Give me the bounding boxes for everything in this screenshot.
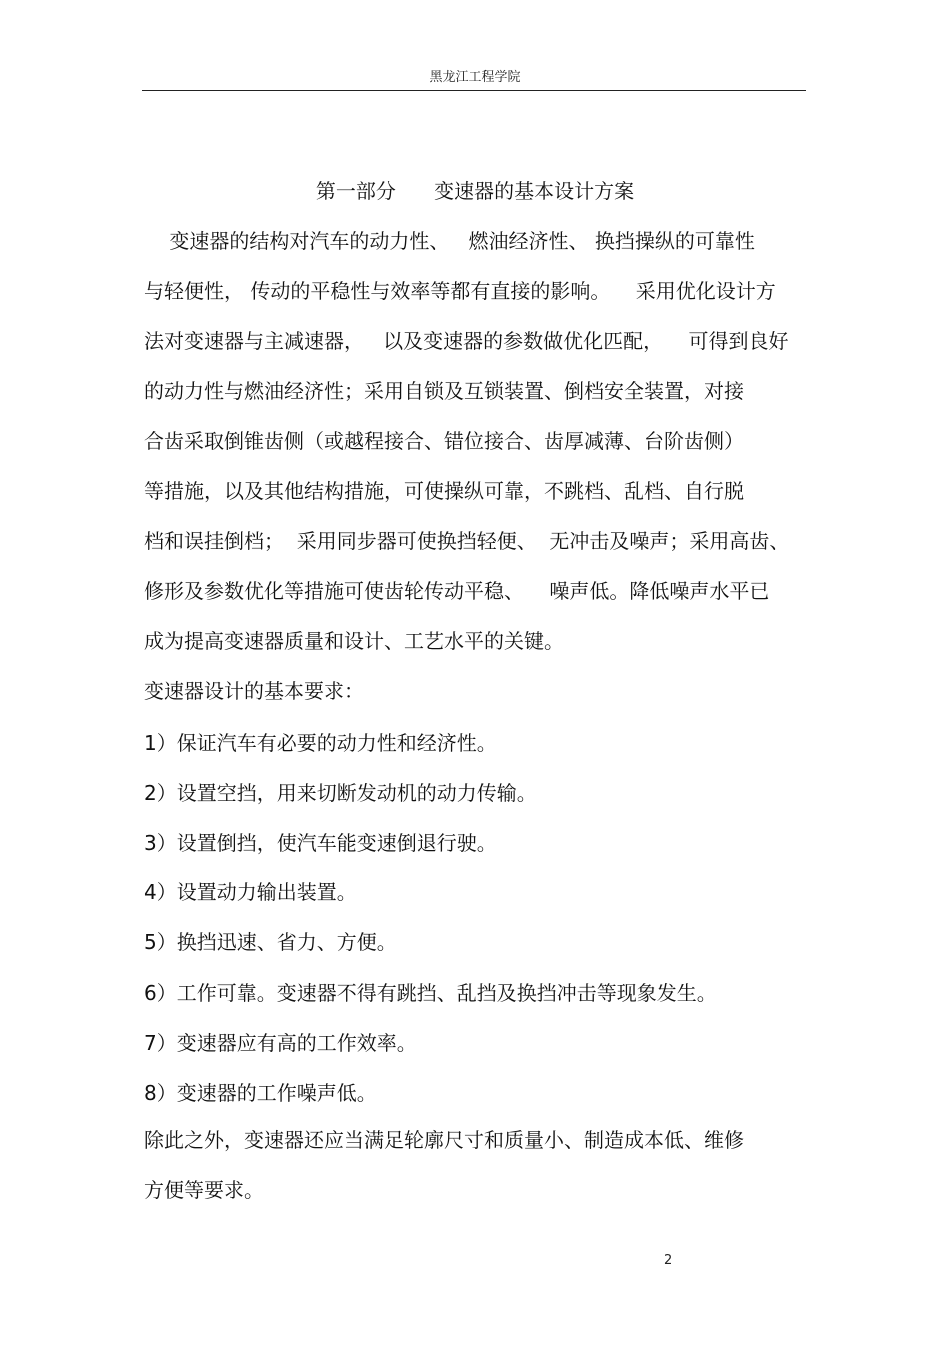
requirement-item-3: 3）设置倒挡，使汽车能变速倒退行驶。: [144, 831, 497, 855]
closing-line-1: 除此之外，变速器还应当满足轮廓尺寸和质量小、制造成本低、维修: [144, 1128, 744, 1152]
requirement-item-5: 5）换挡迅速、省力、方便。: [144, 930, 397, 954]
closing-line-2: 方便等要求。: [144, 1178, 264, 1202]
page-number: 2: [664, 1253, 673, 1268]
requirement-item-2: 2）设置空挡，用来切断发动机的动力传输。: [144, 781, 537, 805]
body-line-1: 变速器的结构对汽车的动力性、 燃油经济性、 换挡操纵的可靠性: [144, 229, 755, 253]
body-line-3: 法对变速器与主减速器， 以及变速器的参数做优化匹配， 可得到良好: [144, 329, 789, 353]
header-divider: [142, 90, 806, 91]
requirement-item-6: 6）工作可靠。变速器不得有跳挡、乱挡及换挡冲击等现象发生。: [144, 981, 717, 1005]
body-line-6: 等措施，以及其他结构措施，可使操纵可靠，不跳档、乱档、自行脱: [144, 479, 744, 503]
body-line-9: 成为提高变速器质量和设计、工艺水平的关键。: [144, 629, 564, 653]
requirement-item-4: 4）设置动力输出装置。: [144, 880, 357, 904]
body-line-7: 档和误挂倒档； 采用同步器可使换挡轻便、 无冲击及噪声；采用高齿、: [144, 529, 790, 553]
body-line-2: 与轻便性， 传动的平稳性与效率等都有直接的影响。 采用优化设计方: [144, 279, 776, 303]
body-line-4: 的动力性与燃油经济性；采用自锁及互锁装置、倒档安全装置，对接: [144, 379, 744, 403]
requirement-item-7: 7）变速器应有高的工作效率。: [144, 1031, 417, 1055]
requirement-item-1: 1）保证汽车有必要的动力性和经济性。: [144, 731, 497, 755]
body-line-8: 修形及参数优化等措施可使齿轮传动平稳、 噪声低。降低噪声水平已: [144, 579, 770, 603]
body-line-5: 合齿采取倒锥齿侧（或越程接合、错位接合、齿厚减薄、台阶齿侧）: [144, 429, 744, 453]
requirement-item-8: 8）变速器的工作噪声低。: [144, 1081, 377, 1105]
section-title: 第一部分 变速器的基本设计方案: [315, 179, 635, 203]
page-header: 黑龙江工程学院: [429, 70, 521, 85]
requirements-heading: 变速器设计的基本要求：: [144, 679, 364, 703]
